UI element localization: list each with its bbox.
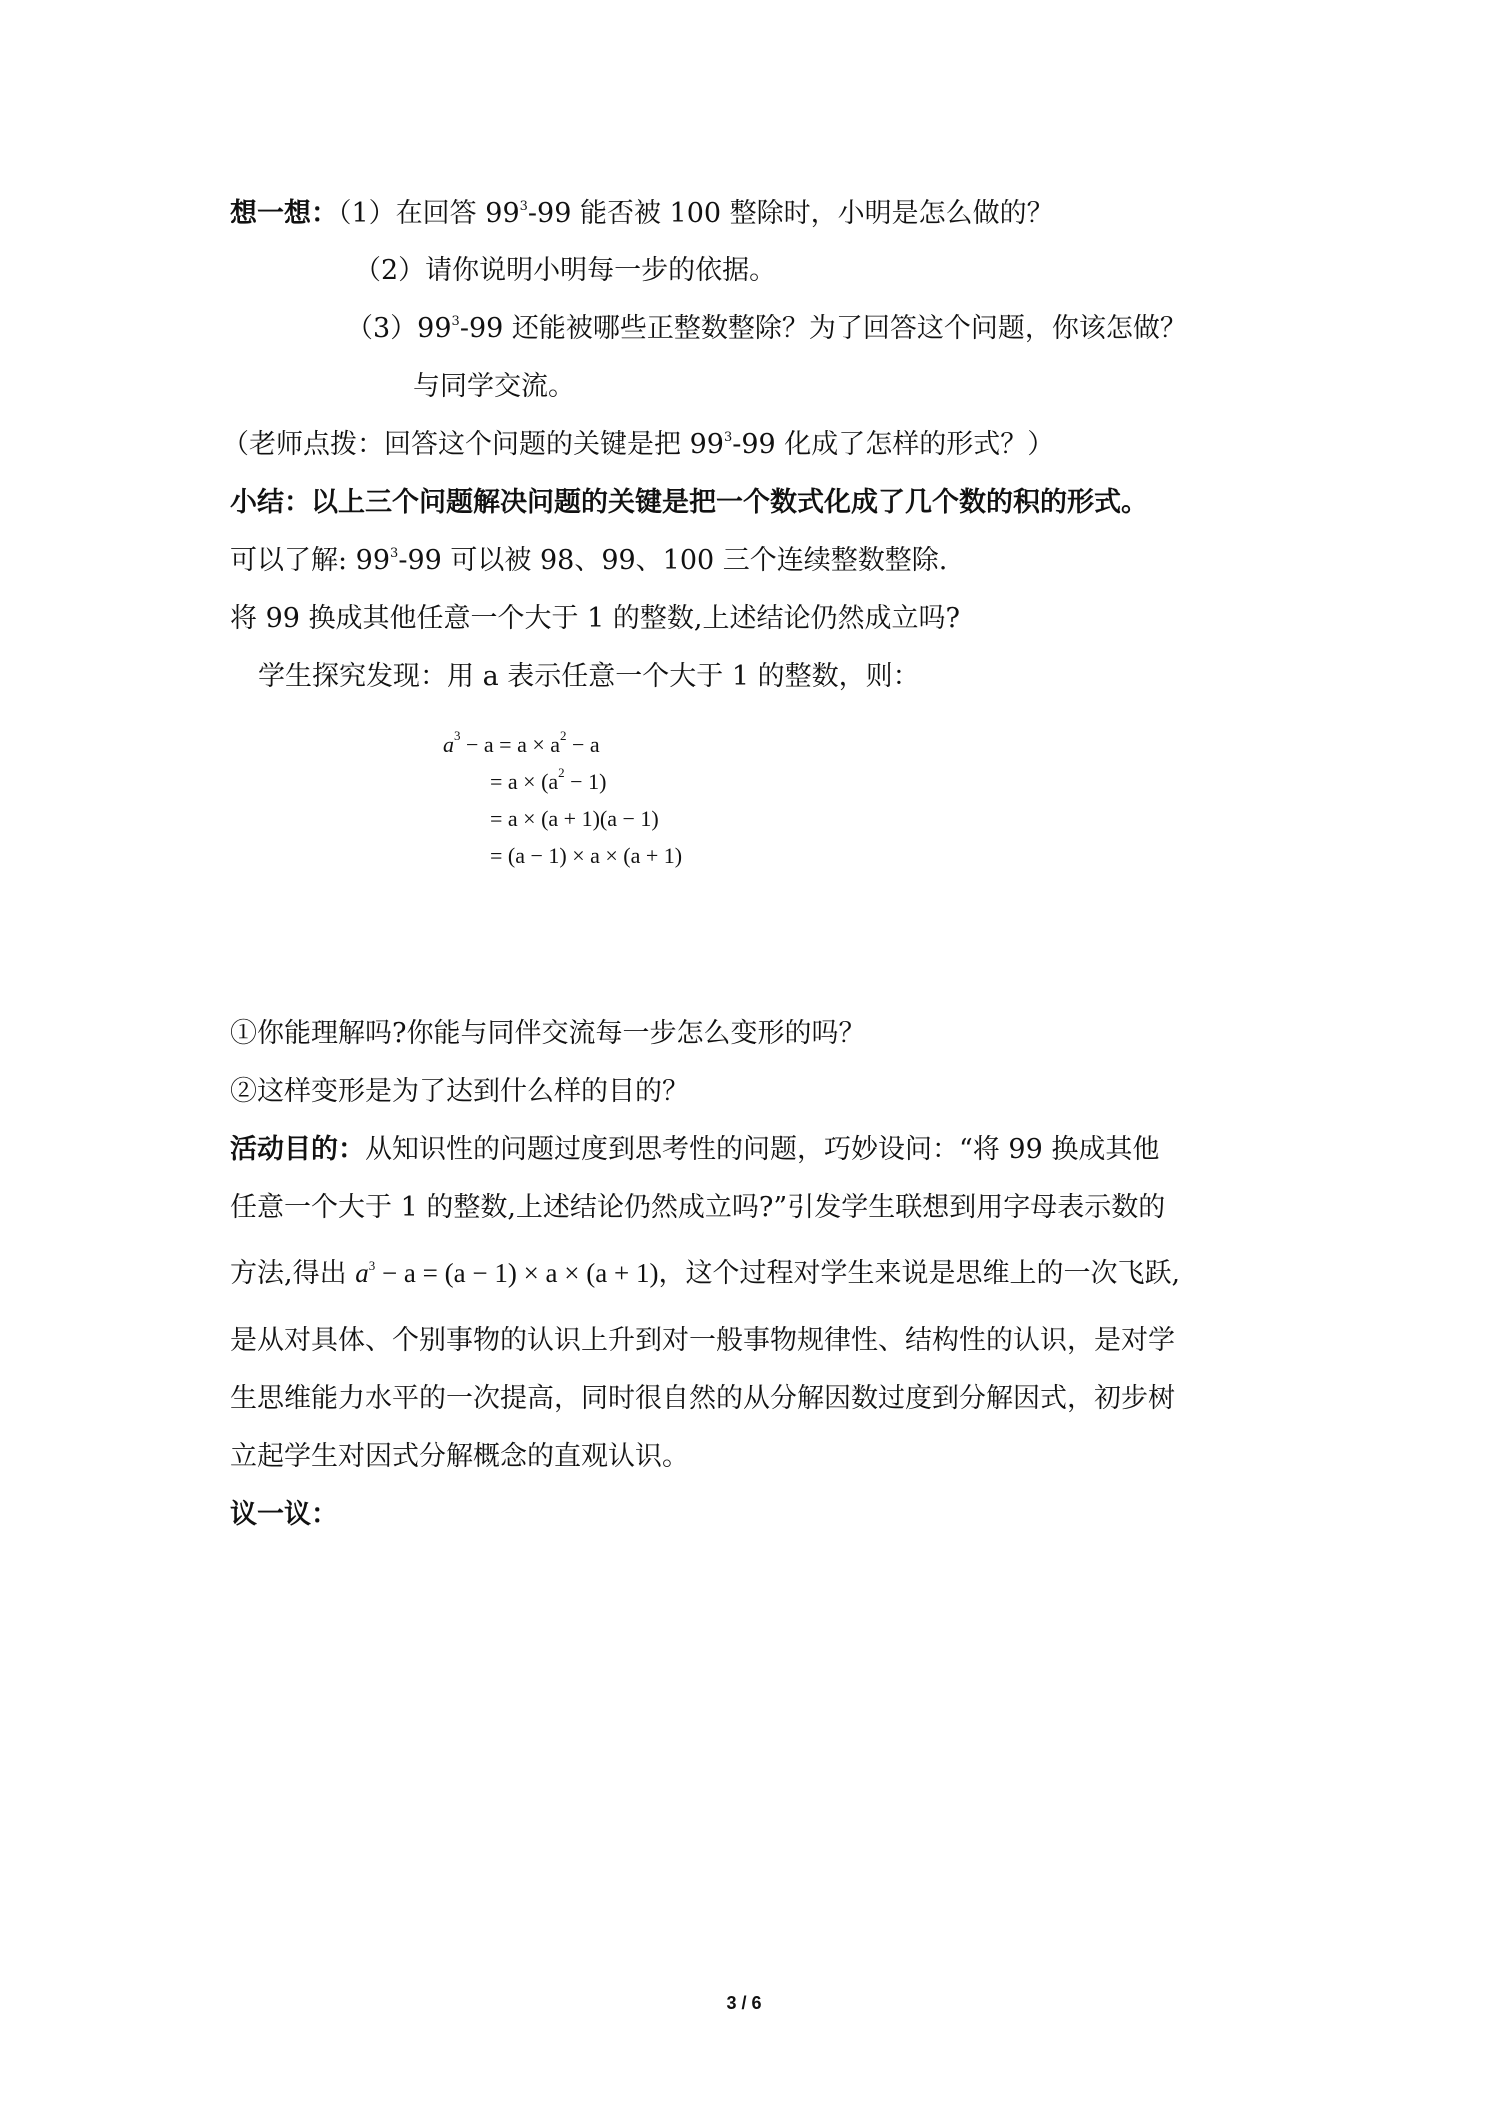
student-exploration: 学生探究发现：用 a 表示任意一个大于 1 的整数，则： — [258, 661, 920, 692]
generalization-question: 将 99 换成其他任意一个大于 1 的整数,上述结论仍然成立吗? — [230, 603, 960, 634]
derivation-line-4: = (a − 1) × a × (a + 1) — [490, 843, 683, 868]
think-q1-text-b: -99 能否被 100 整除时，小明是怎么做的？ — [527, 198, 1054, 229]
math-expr: − a = a × a — [460, 732, 561, 757]
understand-line — [230, 543, 947, 579]
teacher-hint-text-a: （老师点拨：回答这个问题的关键是把 99 — [222, 429, 724, 460]
purpose-line-1 — [230, 1132, 1159, 1168]
exponent: 3 — [723, 430, 733, 445]
exponent: 3 — [390, 546, 399, 561]
math-expr: − 1) — [564, 769, 607, 794]
math-var: a — [443, 732, 454, 757]
purpose-line-6: 立起学生对因式分解概念的直观认识。 — [230, 1441, 689, 1472]
think-q2: （2）请你说明小明每一步的依据。 — [354, 255, 777, 286]
think-q1-text-a: （1）在回答 99 — [338, 198, 520, 229]
understand-text-a: 可以了解: 99 — [230, 545, 391, 576]
exponent: 3 — [519, 199, 528, 214]
purpose-line-2: 任意一个大于 1 的整数,上述结论仍然成立吗?”引发学生联想到用字母表示数的 — [230, 1192, 1166, 1223]
think-q3-continued: 与同学交流。 — [413, 371, 575, 402]
exponent: 3 — [368, 1258, 376, 1273]
math-expr: − a — [566, 732, 600, 757]
purpose-line-3 — [230, 1255, 1180, 1292]
exponent: 3 — [454, 728, 461, 743]
math-expr: − a = (a − 1) × a × (a + 1) — [375, 1258, 659, 1288]
think-q3-text-a: （3）99 — [346, 313, 452, 344]
purpose-text: ，这个过程对学生来说是思维上的一次飞跃, — [658, 1258, 1181, 1289]
exponent: 2 — [558, 765, 565, 780]
purpose-heading: 活动目的： — [230, 1134, 365, 1165]
purpose-text: 从知识性的问题过度到思考性的问题，巧妙设问：“将 99 换成其他 — [365, 1134, 1160, 1165]
derivation-line-1 — [443, 730, 600, 760]
inline-formula — [355, 1258, 658, 1288]
purpose-line-5: 生思维能力水平的一次提高，同时很自然的从分解因数过度到分解因式，初步树 — [230, 1383, 1175, 1414]
think-q3 — [346, 311, 1187, 347]
exponent: 2 — [560, 728, 567, 743]
purpose-line-4: 是从对具体、个别事物的认识上升到对一般事物规律性、结构性的认识，是对学 — [230, 1325, 1175, 1356]
discuss-heading: 议一议： — [230, 1499, 338, 1530]
think-heading: 想一想： — [230, 198, 338, 229]
derivation-line-2 — [490, 767, 606, 797]
page-number: 3 / 6 — [726, 1993, 762, 2013]
item-1: ①你能理解吗?你能与同伴交流每一步怎么变形的吗？ — [230, 1018, 866, 1049]
math-var: a — [355, 1258, 369, 1288]
teacher-hint — [222, 427, 1054, 463]
think-q1 — [230, 196, 1054, 232]
think-q3-text-b: -99 还能被哪些正整数整除？为了回答这个问题，你该怎做？ — [459, 313, 1187, 344]
math-expr: = a × (a — [490, 769, 559, 794]
teacher-hint-text-b: -99 化成了怎样的形式？） — [732, 429, 1055, 460]
derivation-line-3: = a × (a + 1)(a − 1) — [490, 806, 659, 831]
purpose-text: 方法,得出 — [230, 1258, 347, 1289]
item-2: ②这样变形是为了达到什么样的目的？ — [230, 1076, 689, 1107]
understand-text-b: -99 可以被 98、99、100 三个连续整数整除. — [398, 545, 948, 576]
summary: 小结：以上三个问题解决问题的关键是把一个数式化成了几个数的积的形式。 — [230, 487, 1148, 518]
exponent: 3 — [451, 314, 460, 329]
